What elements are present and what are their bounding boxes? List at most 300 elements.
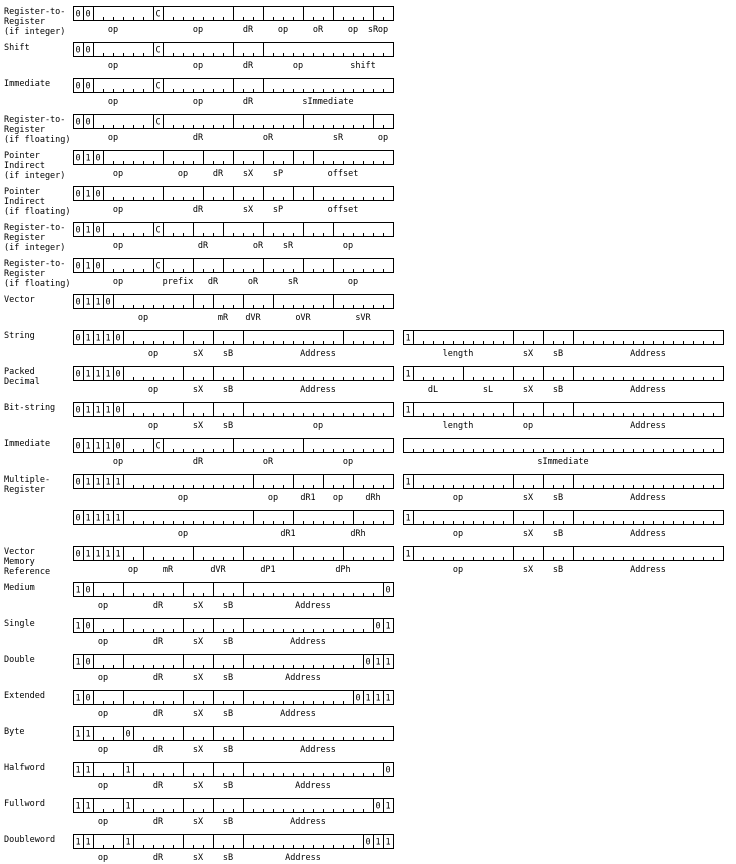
instruction-word	[74, 79, 394, 108]
field-name: dR	[242, 97, 254, 107]
format-label: Register-to-	[4, 7, 66, 17]
format-label: Register-to-	[4, 223, 66, 233]
field-name: sX	[192, 817, 204, 827]
field-name: sB	[552, 349, 564, 359]
field-name: dVR	[210, 565, 226, 575]
fixed-bit-value: 1	[85, 513, 91, 524]
field-name: op	[137, 313, 149, 323]
format-label: Register	[4, 233, 45, 243]
fixed-bit-value: C	[155, 225, 161, 236]
fixed-bit-value: 0	[115, 441, 121, 452]
field-name: Address	[630, 565, 666, 575]
format-row	[4, 835, 394, 864]
fixed-bit-value: 0	[75, 297, 81, 308]
format-label: Register-to-	[4, 115, 66, 125]
field-name: shift	[350, 61, 376, 71]
field-name: Address	[630, 385, 666, 395]
fixed-bit-value: 1	[85, 765, 91, 776]
fixed-bit-value: 1	[85, 225, 91, 236]
field-name: op	[177, 529, 189, 539]
fixed-bit-value: 1	[85, 477, 91, 488]
fixed-bit-value: 0	[75, 477, 81, 488]
field-name: dR	[152, 817, 164, 827]
format-label: (if floating)	[4, 279, 71, 289]
field-name: Address	[630, 421, 666, 431]
field-name: oR	[247, 277, 259, 287]
field-name: sX	[192, 781, 204, 791]
instruction-word	[74, 799, 394, 828]
fixed-bit-value: 0	[85, 585, 91, 596]
format-label: Extended	[4, 691, 45, 701]
field-name: Address	[630, 529, 666, 539]
instruction-word	[74, 655, 394, 684]
fixed-bit-value: 0	[365, 837, 371, 848]
field-name: dR	[152, 853, 164, 863]
field-name: sImmediate	[537, 457, 589, 467]
fixed-bit-value: 0	[115, 369, 121, 380]
field-name: Address	[290, 637, 326, 647]
field-name: dR	[192, 133, 204, 143]
fixed-bit-value: 1	[75, 693, 81, 704]
field-name: Address	[280, 709, 316, 719]
field-name: Address	[295, 601, 331, 611]
fixed-bit-value: 1	[75, 837, 81, 848]
format-label: Reference	[4, 567, 51, 577]
fixed-bit-value: 1	[405, 369, 411, 380]
field-name: op	[147, 349, 159, 359]
fixed-bit-value: 1	[85, 261, 91, 272]
format-label: Indirect	[4, 197, 45, 207]
format-label: Register	[4, 17, 45, 27]
fixed-bit-value: 1	[105, 369, 111, 380]
instruction-word	[74, 223, 394, 252]
format-label: Doubleword	[4, 835, 56, 845]
fixed-bit-value: 0	[95, 153, 101, 164]
field-name: dR1	[280, 529, 296, 539]
field-name: op	[107, 97, 119, 107]
fixed-bit-value: 1	[115, 549, 121, 560]
fixed-bit-value: 1	[85, 441, 91, 452]
format-label: Single	[4, 619, 35, 629]
fixed-bit-value: 1	[365, 693, 371, 704]
fixed-bit-value: 1	[385, 837, 391, 848]
fixed-bit-value: 0	[115, 333, 121, 344]
field-name: sImmediate	[302, 97, 354, 107]
fixed-bit-value: 1	[85, 369, 91, 380]
fixed-bit-value: 1	[105, 513, 111, 524]
fixed-bit-value: 1	[385, 801, 391, 812]
fixed-bit-value: C	[155, 117, 161, 128]
format-row	[4, 691, 394, 720]
fixed-bit-value: 1	[105, 477, 111, 488]
field-name: dVR	[245, 313, 261, 323]
field-name: sVR	[355, 313, 371, 323]
fixed-bit-value: 1	[125, 837, 131, 848]
instruction-word	[404, 439, 724, 468]
format-row	[4, 187, 394, 218]
field-name: Address	[290, 817, 326, 827]
fixed-bit-value: 1	[85, 153, 91, 164]
field-name: sB	[222, 601, 234, 611]
field-name: Address	[300, 745, 336, 755]
format-row	[4, 619, 394, 648]
format-row	[4, 655, 394, 684]
instruction-word	[74, 511, 394, 540]
format-label: Double	[4, 655, 35, 665]
format-label: Immediate	[4, 79, 51, 89]
field-name: sR	[332, 133, 344, 143]
field-name: op	[452, 565, 464, 575]
field-name: sX	[192, 349, 204, 359]
field-name: op	[192, 97, 204, 107]
fixed-bit-value: 1	[95, 369, 101, 380]
field-name: sX	[522, 565, 534, 575]
field-name: sB	[222, 853, 234, 863]
fixed-bit-value: C	[155, 81, 161, 92]
format-row	[4, 763, 394, 792]
field-name: sB	[222, 673, 234, 683]
fixed-bit-value: 0	[105, 297, 111, 308]
format-label: Bit-string	[4, 403, 56, 413]
field-name: op	[377, 25, 389, 35]
fixed-bit-value: 0	[75, 189, 81, 200]
field-name: Address	[630, 349, 666, 359]
field-name: mR	[162, 565, 174, 575]
fixed-bit-value: 1	[405, 333, 411, 344]
format-row	[4, 475, 724, 504]
field-name: Address	[300, 385, 336, 395]
fixed-bit-value: 1	[95, 441, 101, 452]
field-name: sB	[222, 745, 234, 755]
fixed-bit-value: 1	[95, 477, 101, 488]
fixed-bit-value: 1	[105, 333, 111, 344]
field-name: dR	[152, 673, 164, 683]
field-name: op	[267, 493, 279, 503]
fixed-bit-value: 0	[355, 693, 361, 704]
fixed-bit-value: 0	[75, 513, 81, 524]
field-name: sX	[242, 169, 254, 179]
field-name: op	[192, 61, 204, 71]
fixed-bit-value: 1	[115, 513, 121, 524]
fixed-bit-value: 1	[405, 513, 411, 524]
fixed-bit-value: 1	[95, 297, 101, 308]
fixed-bit-value: 0	[85, 45, 91, 56]
instruction-word	[404, 475, 724, 504]
instruction-word	[74, 151, 394, 180]
instruction-word	[74, 691, 394, 720]
fixed-bit-value: 1	[405, 549, 411, 560]
field-name: sX	[192, 853, 204, 863]
field-name: sX	[192, 709, 204, 719]
fixed-bit-value: 1	[385, 621, 391, 632]
field-name: op	[97, 637, 109, 647]
field-name: sX	[242, 205, 254, 215]
field-name: sR	[367, 25, 379, 35]
format-label: Multiple-	[4, 475, 51, 485]
fixed-bit-value: 0	[85, 9, 91, 20]
fixed-bit-value: C	[155, 441, 161, 452]
field-name: op	[107, 133, 119, 143]
field-name: dR	[192, 457, 204, 467]
format-label: Halfword	[4, 763, 45, 773]
fixed-bit-value: 1	[75, 657, 81, 668]
instruction-word	[404, 547, 724, 576]
fixed-bit-value: C	[155, 9, 161, 20]
instruction-word	[74, 475, 394, 504]
fixed-bit-value: 1	[85, 837, 91, 848]
field-name: op	[127, 565, 139, 575]
fixed-bit-value: 1	[385, 693, 391, 704]
field-name: dPh	[335, 565, 351, 575]
instruction-word	[74, 43, 394, 72]
instruction-word	[74, 439, 394, 468]
format-label: Pointer	[4, 187, 40, 197]
instruction-word	[404, 367, 724, 396]
format-row	[4, 43, 394, 72]
field-name: dR	[192, 205, 204, 215]
fixed-bit-value: 1	[75, 765, 81, 776]
field-name: Address	[300, 349, 336, 359]
fixed-bit-value: 0	[85, 117, 91, 128]
instruction-word	[74, 727, 394, 756]
field-name: mR	[217, 313, 229, 323]
fixed-bit-value: 1	[75, 621, 81, 632]
field-name: op	[292, 61, 304, 71]
field-name: sR	[287, 277, 299, 287]
fixed-bit-value: 0	[75, 333, 81, 344]
field-name: op	[97, 709, 109, 719]
field-name: op	[312, 421, 324, 431]
format-row	[4, 367, 724, 396]
fixed-bit-value: 0	[385, 585, 391, 596]
format-label: Register	[4, 125, 45, 135]
field-name: op	[112, 241, 124, 251]
fixed-bit-value: 1	[125, 801, 131, 812]
fixed-bit-value: 0	[75, 549, 81, 560]
format-label: String	[4, 331, 35, 341]
field-name: dR	[152, 601, 164, 611]
fixed-bit-value: 0	[85, 81, 91, 92]
instruction-word	[74, 259, 394, 288]
instruction-word	[74, 583, 394, 612]
field-name: op	[147, 385, 159, 395]
field-name: sB	[222, 349, 234, 359]
field-name: sB	[222, 817, 234, 827]
field-name: op	[377, 133, 389, 143]
field-name: op	[452, 529, 464, 539]
format-label: Packed	[4, 367, 35, 377]
format-row	[4, 439, 724, 468]
field-name: prefix	[162, 277, 194, 287]
field-name: dR1	[300, 493, 316, 503]
fixed-bit-value: 0	[75, 9, 81, 20]
field-name: Address	[295, 781, 331, 791]
field-name: op	[347, 25, 359, 35]
field-name: op	[112, 457, 124, 467]
field-name: sX	[192, 745, 204, 755]
fixed-bit-value: 1	[75, 729, 81, 740]
instruction-word	[74, 331, 394, 360]
field-name: dR	[152, 745, 164, 755]
field-name: sB	[222, 781, 234, 791]
field-name: dR	[152, 637, 164, 647]
fixed-bit-value: 1	[125, 765, 131, 776]
fixed-bit-value: 1	[75, 801, 81, 812]
instruction-word	[74, 763, 394, 792]
field-name: sP	[272, 169, 284, 179]
format-label: Immediate	[4, 439, 51, 449]
fixed-bit-value: 0	[85, 693, 91, 704]
field-name: sB	[222, 637, 234, 647]
instruction-word	[74, 187, 394, 216]
fixed-bit-value: 1	[85, 549, 91, 560]
fixed-bit-value: 1	[85, 189, 91, 200]
field-name: op	[177, 493, 189, 503]
field-name: sB	[222, 385, 234, 395]
format-row	[4, 583, 394, 612]
fixed-bit-value: 0	[75, 153, 81, 164]
field-name: dR	[242, 25, 254, 35]
field-name: op	[192, 25, 204, 35]
format-label: (if floating)	[4, 207, 71, 217]
format-row	[4, 223, 394, 254]
fixed-bit-value: 0	[75, 225, 81, 236]
fixed-bit-value: 0	[75, 405, 81, 416]
field-name: dR	[152, 781, 164, 791]
format-row	[74, 511, 724, 540]
field-name: oR	[262, 133, 274, 143]
format-label: Vector	[4, 295, 35, 305]
fixed-bit-value: 1	[405, 477, 411, 488]
field-name: op	[97, 745, 109, 755]
fixed-bit-value: 1	[85, 729, 91, 740]
field-name: sX	[192, 637, 204, 647]
field-name: oR	[252, 241, 264, 251]
field-name: sR	[282, 241, 294, 251]
fixed-bit-value: 1	[385, 657, 391, 668]
field-name: op	[107, 25, 119, 35]
fixed-bit-value: 0	[95, 225, 101, 236]
field-name: op	[332, 493, 344, 503]
format-row	[4, 295, 394, 324]
field-name: Address	[285, 673, 321, 683]
field-name: sX	[192, 385, 204, 395]
format-row	[4, 547, 724, 578]
format-row	[4, 259, 394, 290]
fixed-bit-value: 0	[365, 657, 371, 668]
format-row	[4, 799, 394, 828]
fixed-bit-value: 0	[385, 765, 391, 776]
format-label: Medium	[4, 583, 35, 593]
format-label: Register	[4, 485, 45, 495]
fixed-bit-value: 1	[105, 405, 111, 416]
fixed-bit-value: 0	[75, 45, 81, 56]
field-name: op	[522, 421, 534, 431]
field-name: dR	[197, 241, 209, 251]
field-name: op	[97, 673, 109, 683]
instruction-word	[74, 295, 394, 324]
fixed-bit-value: 1	[95, 333, 101, 344]
field-name: oR	[312, 25, 324, 35]
field-name: op	[452, 493, 464, 503]
field-name: op	[147, 421, 159, 431]
fixed-bit-value: 0	[75, 369, 81, 380]
instruction-word	[74, 7, 394, 36]
field-name: dP1	[260, 565, 276, 575]
field-name: sB	[222, 421, 234, 431]
format-row	[4, 331, 724, 360]
fixed-bit-value: 0	[85, 657, 91, 668]
field-name: sX	[522, 385, 534, 395]
fixed-bit-value: 1	[85, 333, 91, 344]
format-label: Pointer	[4, 151, 40, 161]
field-name: op	[177, 169, 189, 179]
fixed-bit-value: 1	[375, 837, 381, 848]
field-name: sL	[482, 385, 494, 395]
fixed-bit-value: 0	[75, 261, 81, 272]
format-row	[4, 403, 724, 432]
field-name: sP	[272, 205, 284, 215]
field-name: length	[442, 349, 474, 359]
field-name: dR	[152, 709, 164, 719]
instruction-word	[74, 403, 394, 432]
field-name: dRh	[350, 529, 366, 539]
fixed-bit-value: 0	[85, 621, 91, 632]
fixed-bit-value: 0	[375, 801, 381, 812]
field-name: length	[442, 421, 474, 431]
field-name: sX	[192, 601, 204, 611]
format-label: Register-to-	[4, 259, 66, 269]
instruction-word	[74, 835, 394, 864]
field-name: op	[97, 817, 109, 827]
field-name: dR	[212, 169, 224, 179]
fixed-bit-value: 0	[115, 405, 121, 416]
format-row	[4, 79, 394, 108]
field-name: op	[112, 277, 124, 287]
fixed-bit-value: 1	[85, 297, 91, 308]
field-name: sX	[522, 493, 534, 503]
format-label: (if integer)	[4, 27, 66, 37]
format-label: Memory	[4, 557, 35, 567]
fixed-bit-value: 0	[95, 261, 101, 272]
fixed-bit-value: 1	[75, 585, 81, 596]
fixed-bit-value: 0	[75, 441, 81, 452]
instruction-word	[74, 115, 394, 144]
fixed-bit-value: 1	[405, 405, 411, 416]
field-name: sB	[552, 565, 564, 575]
field-name: dR	[242, 61, 254, 71]
instruction-word	[74, 619, 394, 648]
field-name: op	[347, 277, 359, 287]
fixed-bit-value: 0	[75, 81, 81, 92]
fixed-bit-value: 1	[105, 549, 111, 560]
format-label: Byte	[4, 727, 25, 737]
fixed-bit-value: 0	[95, 189, 101, 200]
field-name: op	[97, 781, 109, 791]
fixed-bit-value: 0	[125, 729, 131, 740]
format-row	[4, 7, 394, 38]
fixed-bit-value: 1	[375, 693, 381, 704]
field-name: sX	[522, 529, 534, 539]
field-name: sB	[222, 709, 234, 719]
field-name: op	[107, 61, 119, 71]
instruction-word	[404, 331, 724, 360]
field-name: Address	[285, 853, 321, 863]
instruction-word	[74, 547, 394, 576]
format-label: Vector	[4, 547, 35, 557]
fixed-bit-value: 0	[75, 117, 81, 128]
instruction-word	[74, 367, 394, 396]
